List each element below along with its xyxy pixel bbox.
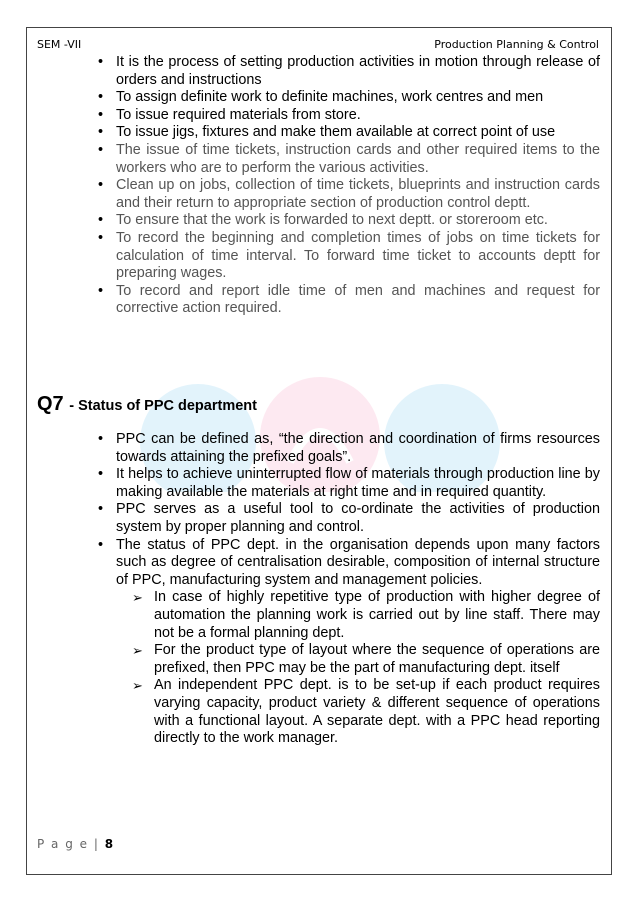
list-item: • PPC serves as a useful tool to co-ordinate the activities of production system by proper planning and control.: [98, 501, 600, 535]
list-item: • To record the beginning and completion times of jobs on time tickets for calculation of time interval. To forward time ticket to accounts deptt for preparing wages.: [98, 229, 600, 282]
list-item: • To ensure that the work is forwarded to next deptt. or storeroom etc.: [98, 212, 548, 229]
list-item: • To issue required materials from store.: [98, 106, 361, 123]
arrow-bullet-icon: ➢: [132, 678, 143, 694]
arrow-bullet-icon: ➢: [132, 643, 143, 659]
page-footer: P a g e | 8: [37, 837, 115, 851]
list-item: • The status of PPC dept. in the organisation depends upon many factors such as degree of centralisation desirable, composition of internal structure of PPC, manufacturing system and management policies. ➢ In case of highly repetitive type of production with higher degree of automation the planning work is carried out by line staff. There may not be a formal planning dept. ➢ For the product type of layout where the sequence of operations are prefixed, then PPC may be the part of manufacturing dept. itself ➢ An independent PPC dept. is to be set-up if each product requires varying capacity, product variety & different sequence of operations with a functional layout. A separate dept. with a PPC head reporting directly to the work manager.: [98, 536, 600, 747]
sub-list-item: ➢ For the product type of layout where the sequence of operations are prefixed, then PPC may be the part of manufacturing dept. itself: [132, 642, 600, 676]
list-item: • It is the process of setting production activities in motion through release of orders and instructions: [98, 54, 600, 88]
sub-list: [116, 589, 600, 747]
question-number: Q7: [37, 393, 64, 415]
header-left: SEM -VII: [37, 38, 82, 51]
ppc-status-list: [98, 431, 600, 748]
list-item: • Clean up on jobs, collection of time tickets, blueprints and instruction cards and their return to appropriate section of production control deptt.: [98, 177, 600, 211]
arrow-bullet-icon: ➢: [132, 590, 143, 606]
list-item: • The issue of time tickets, instruction cards and other required items to the workers who are to perform the various activities.: [98, 141, 600, 176]
process-list: [98, 54, 600, 318]
sub-list-item: ➢ An independent PPC dept. is to be set-up if each product requires varying capacity, product variety & different sequence of operations with a functional layout. A separate dept. with a PPC head reporting directly to the work manager.: [132, 677, 600, 747]
list-item: • It helps to achieve uninterrupted flow of materials through production line by making available the materials at right time and in required quantity.: [98, 466, 600, 500]
page-label: P a g e: [37, 837, 89, 851]
question-title: - Status of PPC department: [69, 398, 257, 414]
page-number: 8: [104, 837, 115, 851]
list-item: • To assign definite work to definite machines, work centres and men: [98, 89, 544, 106]
list-item: • PPC can be defined as, “the direction and coordination of firms resources towards attaining the prefixed goals”.: [98, 431, 600, 465]
list-item: • To issue jigs, fixtures and make them available at correct point of use: [98, 124, 556, 141]
list-item: • To record and report idle time of men and machines and request for corrective action required.: [98, 282, 600, 317]
header-right: Production Planning & Control: [434, 38, 599, 51]
section-heading: [37, 393, 257, 416]
sub-list-item: ➢ In case of highly repetitive type of production with higher degree of automation the planning work is carried out by line staff. There may not be a formal planning dept.: [132, 589, 600, 641]
